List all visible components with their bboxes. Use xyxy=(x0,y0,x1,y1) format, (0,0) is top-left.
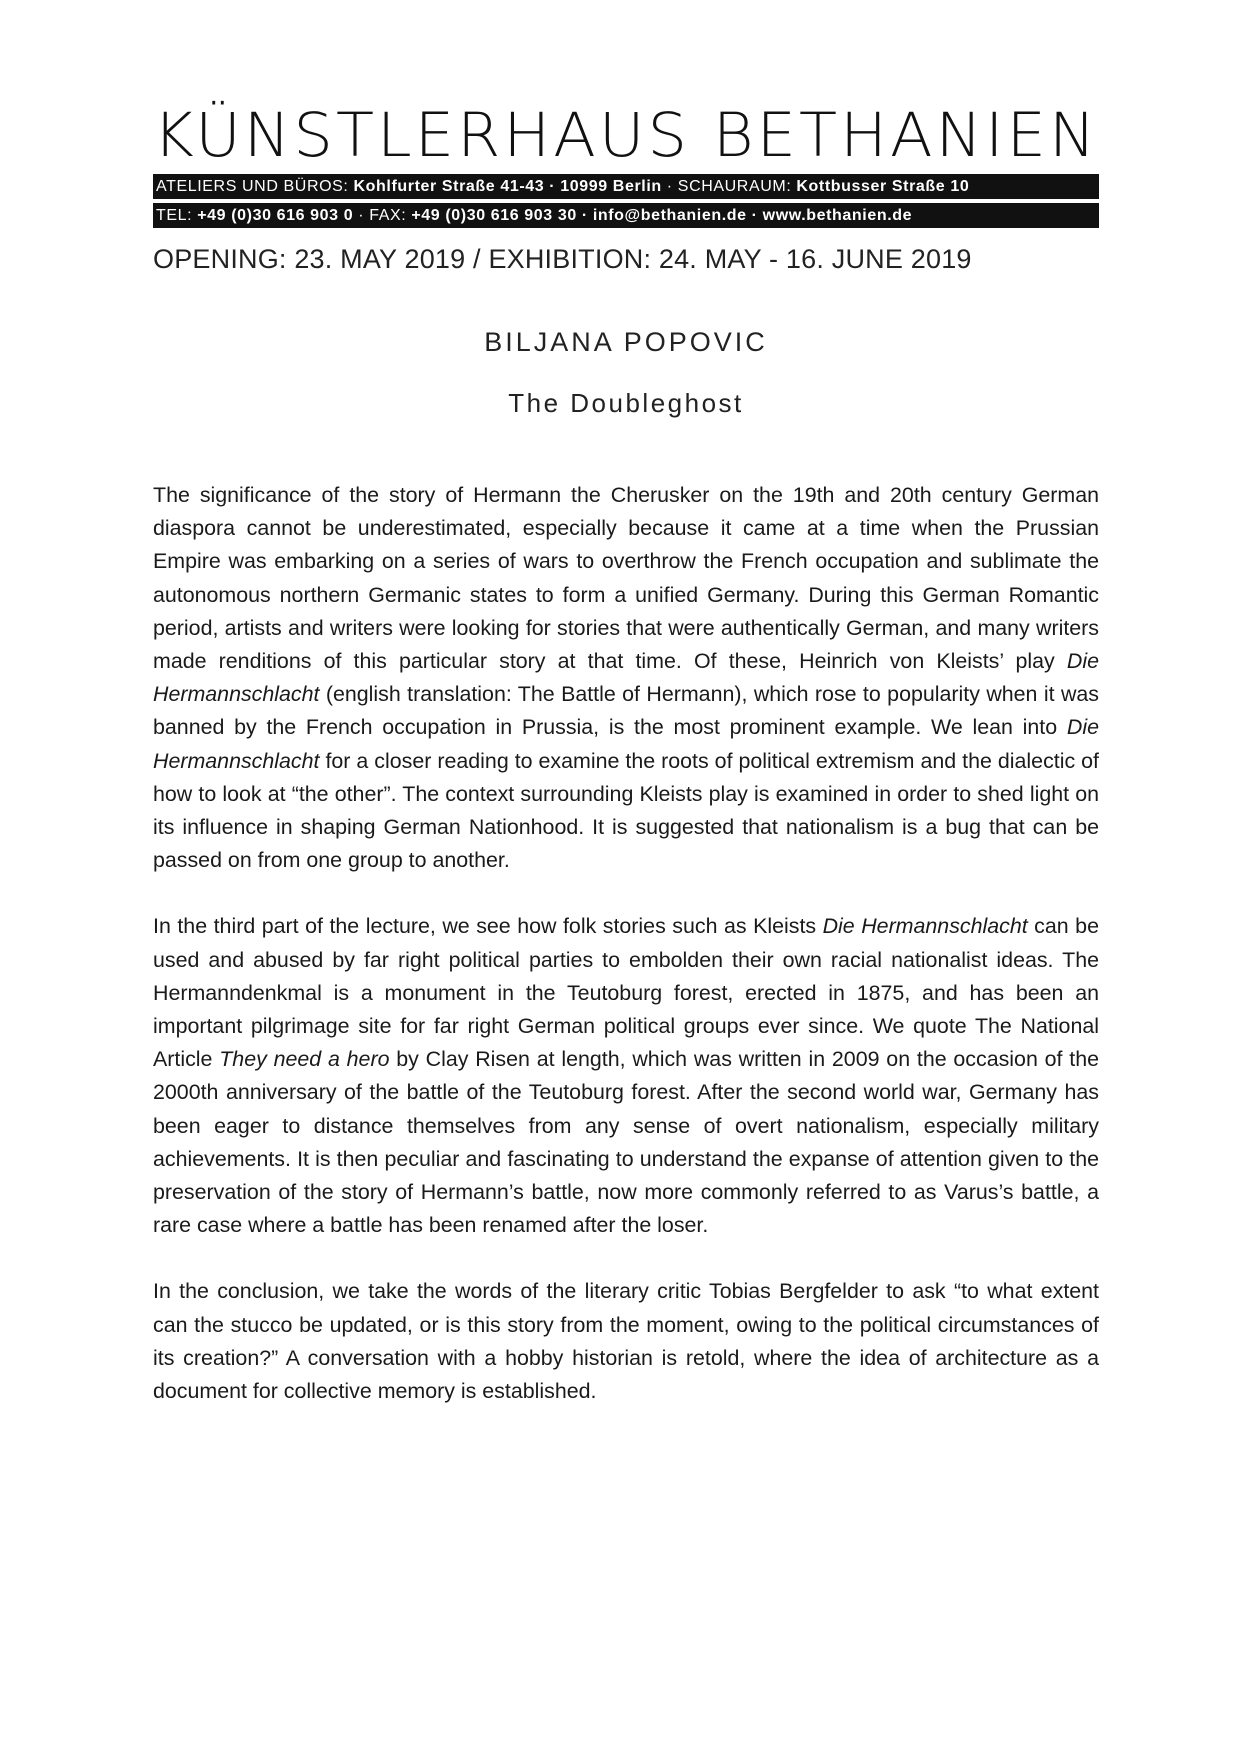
p1-text-c: (english translation: The Battle of Hermann), which rose to popularity when it was banned by the French occupation in Prussia, is the most prominent example. We lean into xyxy=(153,682,1099,740)
tel-label: TEL: xyxy=(156,207,198,224)
paragraph-2 xyxy=(153,910,1099,1242)
showroom-label: SCHAURAUM: xyxy=(677,178,797,195)
p1-text-a: The significance of the story of Hermann the Cherusker on the 19th and 20th century German diaspora cannot be underestimated, especially because it came at a time when the Prussian Empire was embarking on a series of wars to overthrow the French occupation and sublimate the autonomous northern Germanic states to form a unified Germany. During this German Romantic period, artists and writers were looking for stories that were authentically German, and many writers made renditions of this particular story at that time. Of these, Heinrich von Kleists’ play xyxy=(153,483,1099,674)
p2-text-c: can be used and abused by far right political parties to embolden their own racial nationalist ideas. The Hermanndenkmal is a monument in the Teutoburg forest, erected in 1875, and has been an important pilgrimage site for far right German political groups ever since. We quote The National Article xyxy=(153,914,1099,1072)
address-value: Kohlfurter Straße 41-43 · 10999 Berlin xyxy=(353,178,662,195)
tel-value: +49 (0)30 616 903 0 xyxy=(197,207,354,224)
p1-italic-d: Die Hermannschlacht xyxy=(153,715,1099,773)
exhibition-dates: OPENING: 23. MAY 2019 / EXHIBITION: 24. MAY - 16. JUNE 2019 xyxy=(153,244,972,274)
logo: KÜNSTLERHAUS BETHANIEN xyxy=(153,100,1099,171)
p2-italic-d: They need a hero xyxy=(219,1047,390,1072)
document-page xyxy=(153,100,1099,1441)
artist-name: BILJANA POPOVIC xyxy=(484,327,768,357)
paragraph-3: In the conclusion, we take the words of the literary critic Tobias Bergfelder to ask “to what extent can the stucco be updated, or is this story from the moment, owing to the political circumstances of its creation?” A conversation with a hobby historian is retold, where the idea of architecture as a document for collective memory is established. xyxy=(153,1279,1099,1404)
contact-bar xyxy=(153,203,1099,228)
p2-text-e: by Clay Risen at length, which was written in 2009 on the occasion of the 2000th anniversary of the battle of the Teutoburg forest. After the second world war, Germany has been eager to distance themselves from any sense of overt nationalism, especially military achievements. It is then peculiar and fascinating to understand the expanse of attention given to the preservation of the story of Hermann’s battle, now more commonly referred to as Varus’s battle, a rare case where a battle has been renamed after the loser. xyxy=(153,1047,1099,1238)
fax-separator: · xyxy=(353,207,370,224)
address-label: ATELIERS UND BÜROS: xyxy=(156,178,354,195)
p1-text-e: for a closer reading to examine the roots of political extremism and the dialectic of how to look at “the other”. The context surrounding Kleists play is examined in order to shed light on its influence in shaping German Nationhood. It is suggested that nationalism is a bug that can be passed on from one group to another. xyxy=(153,748,1099,873)
address-bar xyxy=(153,174,1099,199)
exhibition-title: The Doubleghost xyxy=(508,388,744,418)
paragraph-1 xyxy=(153,479,1099,877)
body-text xyxy=(153,479,1099,1408)
p2-italic-b: Die Hermannschlacht xyxy=(822,914,1028,939)
p2-text-a: In the third part of the lecture, we see how folk stories such as Kleists xyxy=(153,914,823,939)
p1-italic-b: Die Hermannschlacht xyxy=(153,649,1099,707)
showroom-value: Kottbusser Straße 10 xyxy=(796,178,970,195)
fax-value: +49 (0)30 616 903 30 · info@bethanien.de · www.bethanien.de xyxy=(411,207,913,224)
address-separator: · xyxy=(661,178,678,195)
fax-label: FAX: xyxy=(369,207,412,224)
